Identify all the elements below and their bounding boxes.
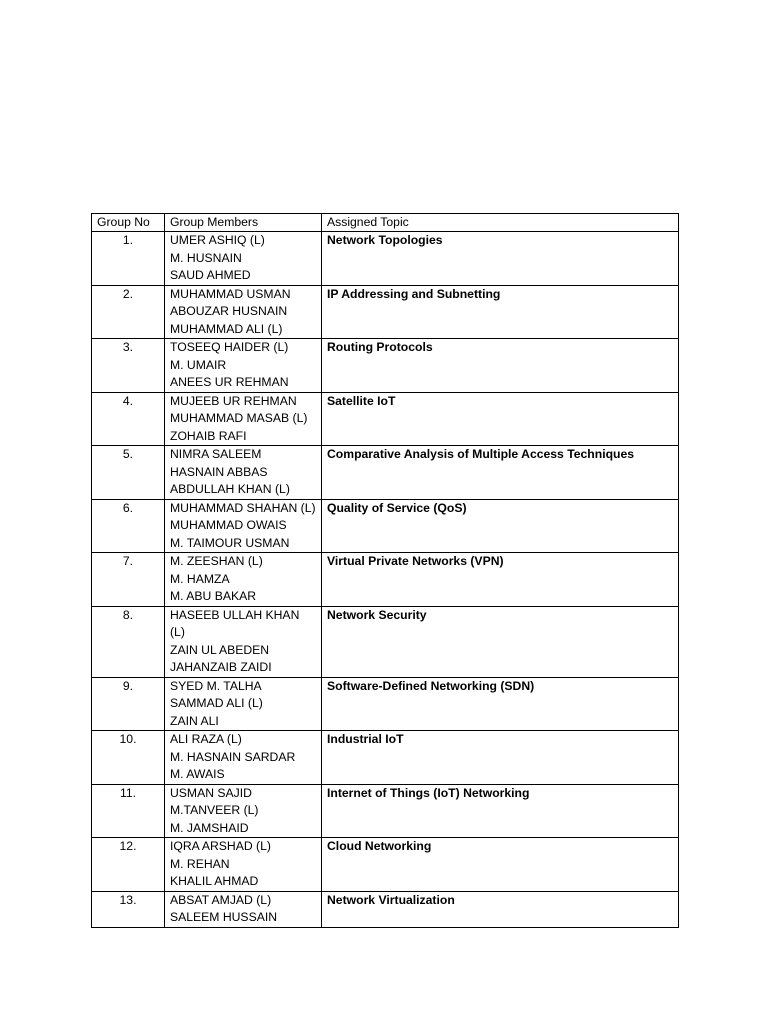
member-name: MUJEEB UR REHMAN xyxy=(170,393,297,408)
assigned-topic-cell: Industrial IoT xyxy=(322,731,679,785)
member-name: MUHAMMAD ALI (L) xyxy=(170,321,283,336)
member-name: M. HUSNAIN xyxy=(170,250,242,265)
assigned-topic-cell: Network Security xyxy=(322,606,679,677)
group-members-cell xyxy=(165,339,322,393)
member-name: USMAN SAJID xyxy=(170,785,252,800)
member-name: M.TANVEER (L) xyxy=(170,803,259,817)
member-name: M. HASNAIN SARDAR xyxy=(170,749,296,764)
group-number-cell: 8. xyxy=(92,606,165,677)
member-name: M. AWAIS xyxy=(170,767,225,781)
assigned-topic-cell: Software-Defined Networking (SDN) xyxy=(322,677,679,731)
assigned-topic-cell: IP Addressing and Subnetting xyxy=(322,285,679,339)
member-name: UMER ASHIQ (L) xyxy=(170,233,265,247)
group-members-cell xyxy=(165,553,322,607)
group-members-cell xyxy=(165,731,322,785)
group-members-cell xyxy=(165,392,322,446)
table-row xyxy=(92,446,679,500)
member-name: ABDULLAH KHAN (L) xyxy=(170,482,290,496)
group-members-cell xyxy=(165,784,322,838)
member-name: ALI RAZA (L) xyxy=(170,732,242,746)
member-name: HASEEB ULLAH KHAN (L) xyxy=(170,607,300,639)
group-number-cell: 13. xyxy=(92,891,165,927)
member-name: MUHAMMAD SHAHAN (L) xyxy=(170,500,316,515)
assigned-topic-cell: Virtual Private Networks (VPN) xyxy=(322,553,679,607)
group-number-cell: 12. xyxy=(92,838,165,892)
group-number-cell: 6. xyxy=(92,499,165,553)
table-row xyxy=(92,232,679,286)
table-row xyxy=(92,731,679,785)
member-name: KHALIL AHMAD xyxy=(170,874,259,888)
member-name: ZAIN UL ABEDEN xyxy=(170,642,270,657)
table-row xyxy=(92,553,679,607)
assigned-topic-cell: Internet of Things (IoT) Networking xyxy=(322,784,679,838)
table-row xyxy=(92,339,679,393)
assigned-topic-cell: Routing Protocols xyxy=(322,339,679,393)
member-name: SAMMAD ALI (L) xyxy=(170,696,263,710)
member-name: ANEES UR REHMAN xyxy=(170,375,289,389)
table-row xyxy=(92,499,679,553)
group-assignment-table xyxy=(91,213,679,928)
group-members-cell xyxy=(165,499,322,553)
group-number-cell: 3. xyxy=(92,339,165,393)
table-header-row xyxy=(92,214,679,232)
group-members-cell xyxy=(165,677,322,731)
group-members-cell xyxy=(165,606,322,677)
member-name: ABOUZAR HUSNAIN xyxy=(170,304,288,318)
group-members-cell xyxy=(165,285,322,339)
member-name: TOSEEQ HAIDER (L) xyxy=(170,340,289,354)
group-number-cell: 10. xyxy=(92,731,165,785)
table-row xyxy=(92,891,679,927)
group-members-cell xyxy=(165,232,322,286)
member-name: M. ZEESHAN (L) xyxy=(170,554,263,568)
assigned-topic-cell: Quality of Service (QoS) xyxy=(322,499,679,553)
assigned-topic-cell: Network Virtualization xyxy=(322,891,679,927)
table-row xyxy=(92,784,679,838)
member-name: SYED M. TALHA xyxy=(170,678,262,693)
member-name: MUHAMMAD OWAIS xyxy=(170,518,287,532)
member-name: IQRA ARSHAD (L) xyxy=(170,839,271,853)
group-members-cell xyxy=(165,446,322,500)
member-name: M. UMAIR xyxy=(170,357,227,372)
group-number-cell: 9. xyxy=(92,677,165,731)
member-name: MUHAMMAD MASAB (L) xyxy=(170,411,308,425)
member-name: M. REHAN xyxy=(170,856,230,871)
member-name: ABSAT AMJAD (L) xyxy=(170,892,272,907)
header-group-members: Group Members xyxy=(165,214,322,232)
assigned-topic-cell: Network Topologies xyxy=(322,232,679,286)
header-assigned-topic: Assigned Topic xyxy=(322,214,679,232)
table-row xyxy=(92,285,679,339)
group-number-cell: 7. xyxy=(92,553,165,607)
group-number-cell: 4. xyxy=(92,392,165,446)
assigned-topic-cell: Comparative Analysis of Multiple Access Techniques xyxy=(322,446,679,500)
group-number-cell: 1. xyxy=(92,232,165,286)
member-name: SAUD AHMED xyxy=(170,268,251,282)
member-name: MUHAMMAD USMAN xyxy=(170,286,291,301)
member-name: JAHANZAIB ZAIDI xyxy=(170,660,272,674)
member-name: ZAIN ALI xyxy=(170,713,219,728)
header-group-no: Group No xyxy=(92,214,165,232)
assigned-topic-cell: Cloud Networking xyxy=(322,838,679,892)
table-row xyxy=(92,606,679,677)
table-row xyxy=(92,392,679,446)
member-name: HASNAIN ABBAS xyxy=(170,464,268,479)
group-members-cell xyxy=(165,891,322,927)
table-row xyxy=(92,677,679,731)
assigned-topic-cell: Satellite IoT xyxy=(322,392,679,446)
member-name: M. ABU BAKAR xyxy=(170,589,257,603)
group-members-cell xyxy=(165,838,322,892)
member-name: ZOHAIB RAFI xyxy=(170,428,247,443)
group-number-cell: 11. xyxy=(92,784,165,838)
member-name: M. HAMZA xyxy=(170,571,230,586)
group-number-cell: 2. xyxy=(92,285,165,339)
member-name: M. JAMSHAID xyxy=(170,820,249,835)
member-name: M. TAIMOUR USMAN xyxy=(170,535,290,550)
table-row xyxy=(92,838,679,892)
group-number-cell: 5. xyxy=(92,446,165,500)
member-name: SALEEM HUSSAIN xyxy=(170,910,278,924)
table-body xyxy=(92,232,679,928)
member-name: NIMRA SALEEM xyxy=(170,447,262,461)
